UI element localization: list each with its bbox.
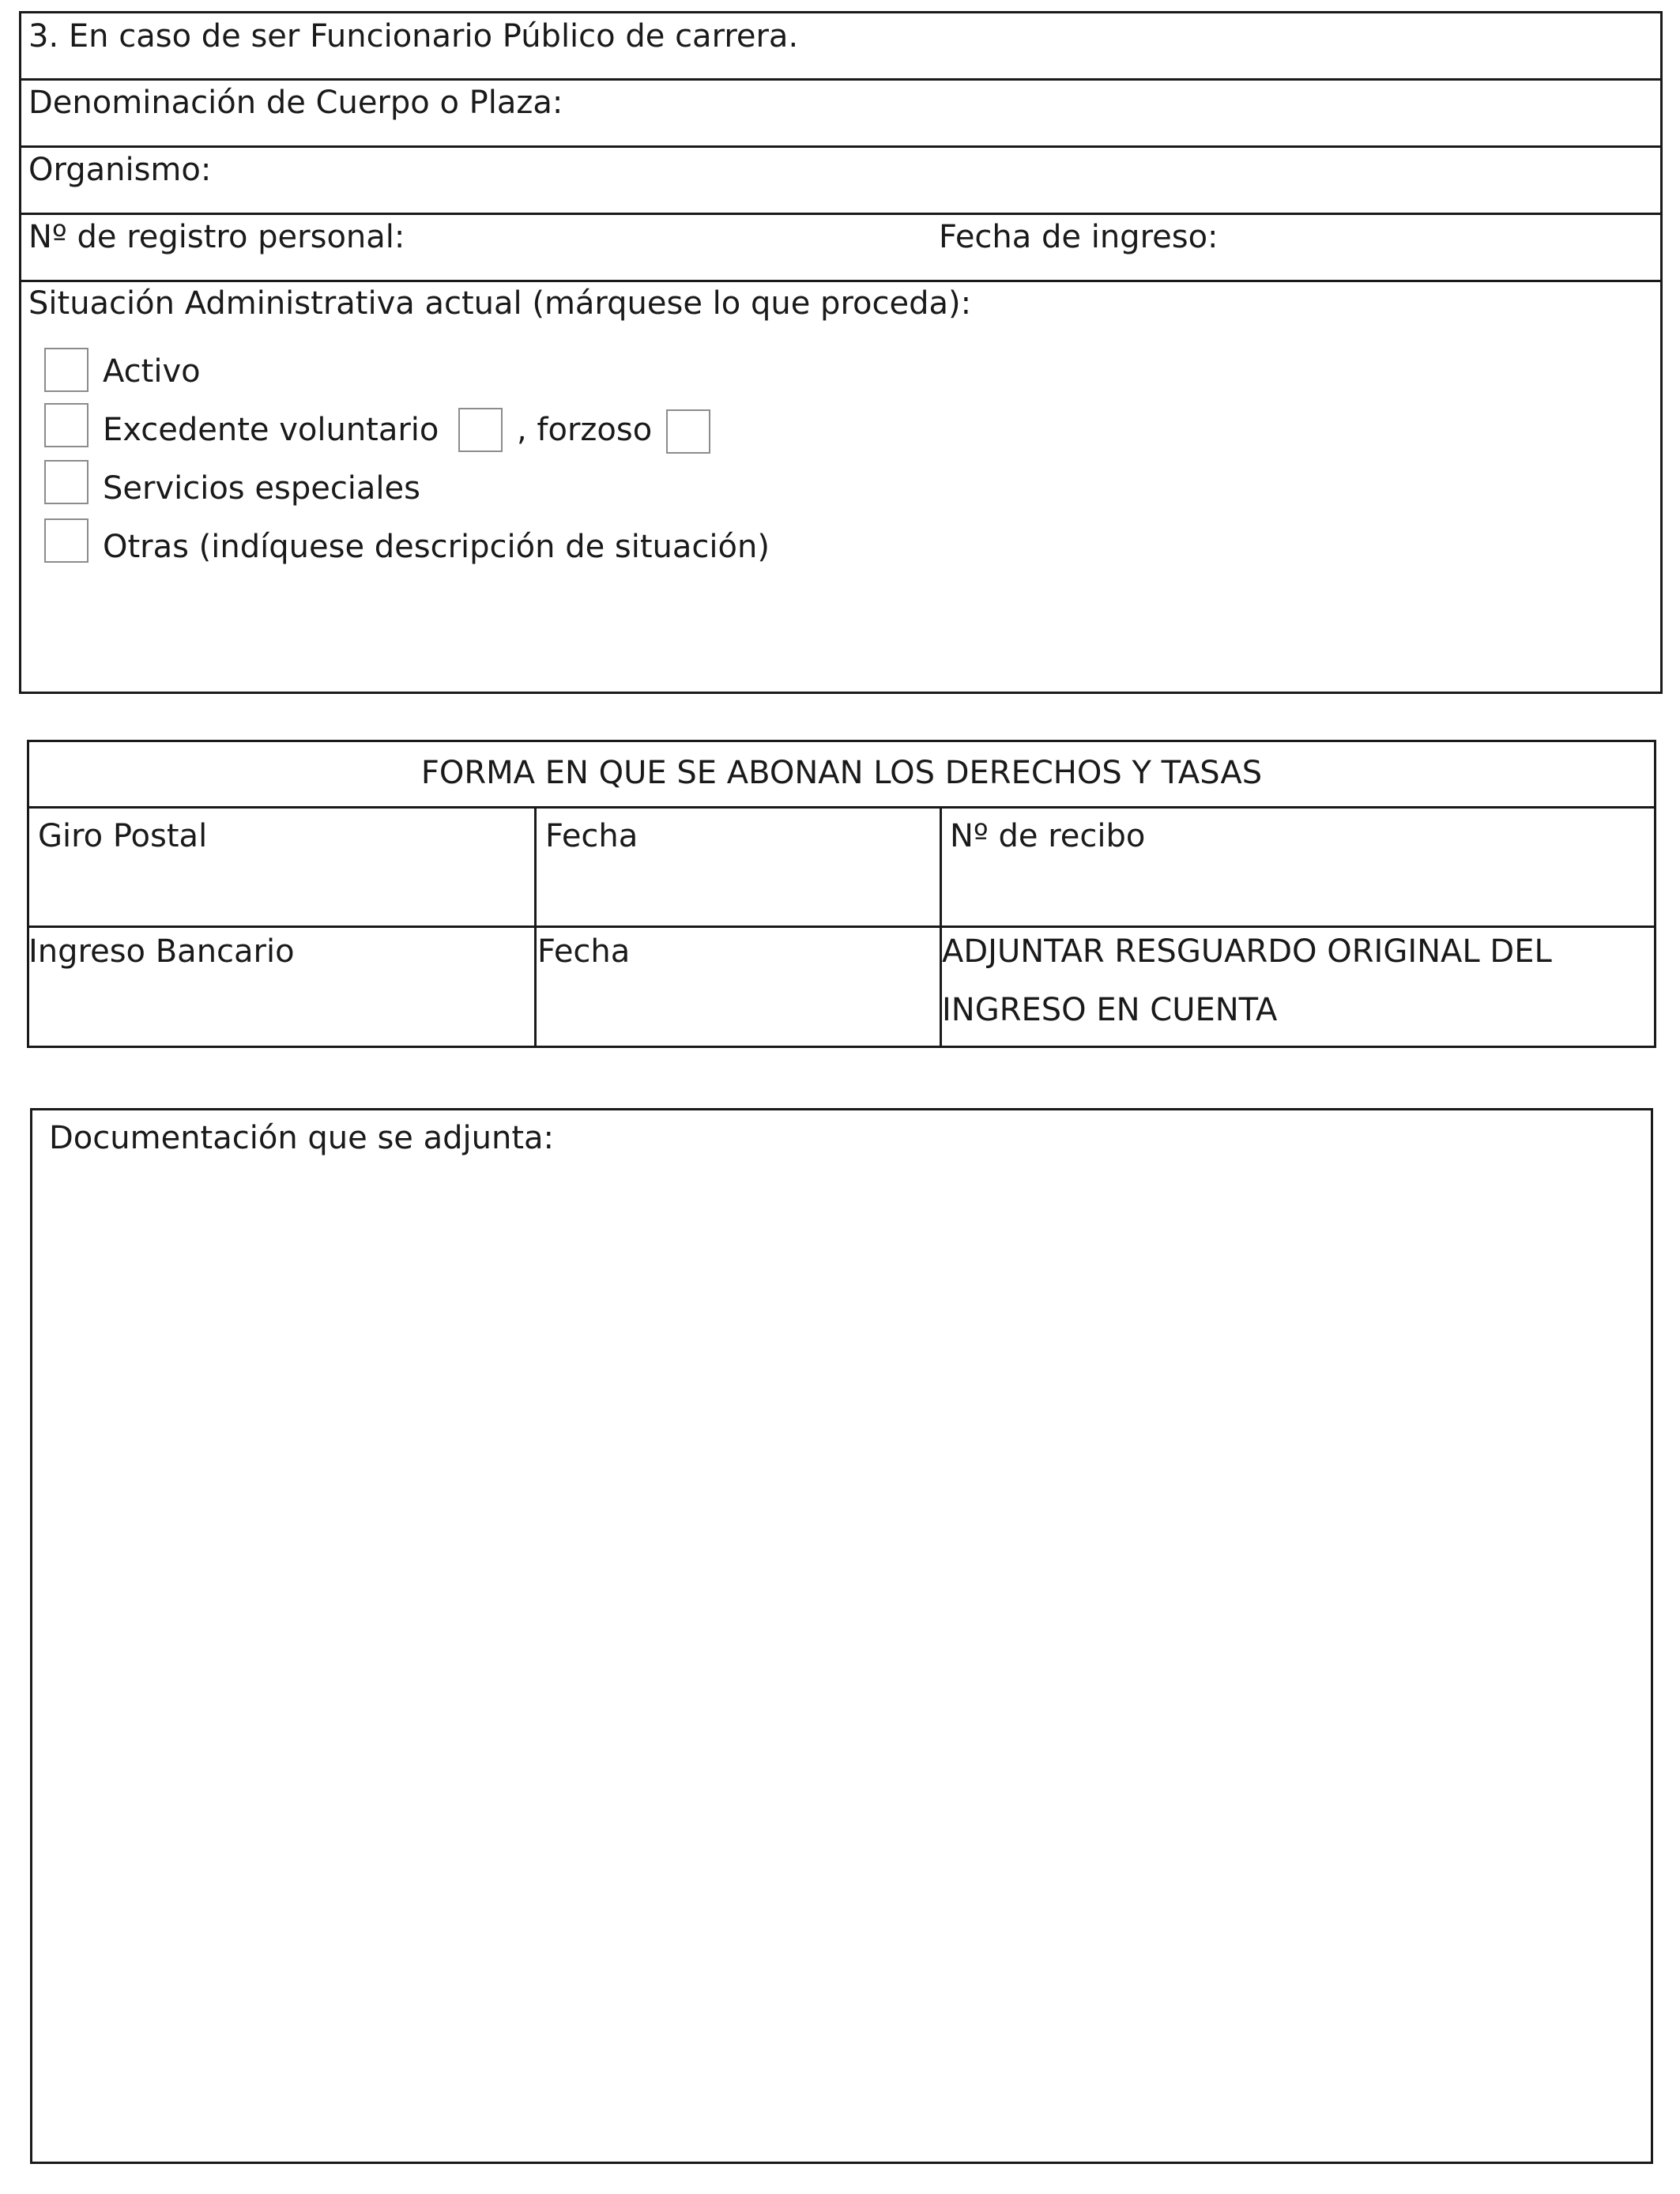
resguardo-note-line2: INGRESO EN CUENTA: [942, 992, 1278, 1028]
fecha-ingreso-label: Fecha de ingreso:: [939, 219, 1219, 255]
divider: [19, 145, 1663, 148]
excedente-voluntario-checkbox[interactable]: [458, 408, 503, 452]
giro-postal-label: Giro Postal: [38, 818, 208, 854]
divider: [534, 806, 537, 1048]
otras-label: Otras (indíquese descripción de situación): [103, 529, 770, 565]
divider: [27, 806, 1656, 809]
giro-fecha-label: Fecha: [545, 818, 638, 854]
situacion-label: Situación Administrativa actual (márquese lo que proceda):: [28, 285, 972, 322]
ingreso-bancario-label: Ingreso Bancario: [28, 933, 295, 970]
activo-checkbox[interactable]: [44, 348, 89, 392]
section-title: 3. En caso de ser Funcionario Público de carrera.: [28, 18, 799, 55]
registro-personal-label: Nº de registro personal:: [28, 219, 405, 255]
resguardo-note-line1: ADJUNTAR RESGUARDO ORIGINAL DEL: [942, 933, 1552, 970]
excedente-checkbox[interactable]: [44, 403, 89, 447]
ingreso-fecha-label: Fecha: [537, 933, 631, 970]
payment-title: FORMA EN QUE SE ABONAN LOS DERECHOS Y TASAS: [420, 755, 1263, 791]
organismo-label: Organismo:: [28, 152, 212, 188]
documentation-box[interactable]: [30, 1108, 1653, 2164]
activo-label: Activo: [103, 353, 201, 390]
excedente-label: Excedente voluntario: [103, 412, 439, 448]
divider: [19, 213, 1663, 215]
recibo-label: Nº de recibo: [950, 818, 1146, 854]
divider: [19, 78, 1663, 81]
otras-checkbox[interactable]: [44, 518, 89, 563]
servicios-label: Servicios especiales: [103, 470, 420, 507]
forzoso-label: , forzoso: [517, 412, 653, 448]
documentation-label: Documentación que se adjunta:: [49, 1120, 555, 1156]
servicios-checkbox[interactable]: [44, 460, 89, 504]
cuerpo-plaza-label: Denominación de Cuerpo o Plaza:: [28, 85, 563, 121]
divider: [27, 925, 1656, 928]
divider: [19, 280, 1663, 282]
forzoso-checkbox[interactable]: [666, 409, 710, 454]
